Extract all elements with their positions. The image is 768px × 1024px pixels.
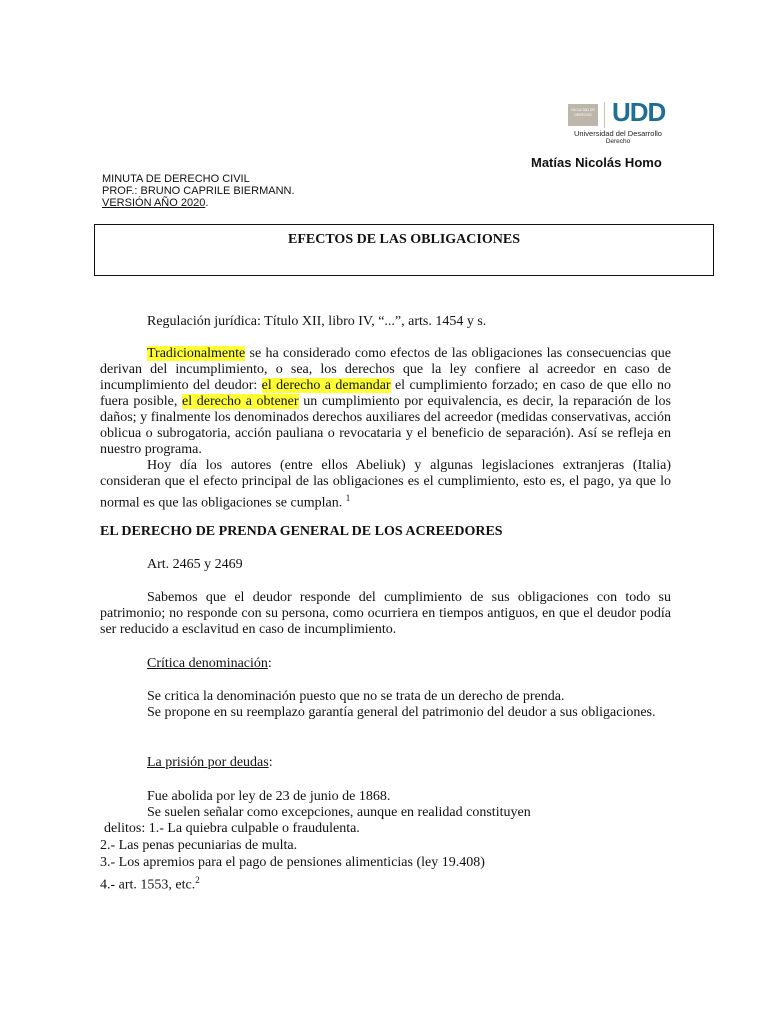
critica-paragraph-2: Se propone en su reemplazo garantía general del patrimonio del deudor a sus obligaciones.: [147, 705, 656, 720]
prision-heading: [147, 755, 273, 771]
version-dot: .: [205, 197, 209, 209]
critica-heading: [147, 656, 272, 672]
version-line: [102, 197, 208, 209]
highlight-traditionally: Tradicionalmente: [147, 346, 246, 361]
version-text: VERSIÓN AÑO 2020: [102, 197, 206, 209]
highlight-right-to-obtain: el derecho a obtener: [182, 394, 299, 409]
list-item: 2.- Las penas pecuniarias de multa.: [100, 838, 298, 853]
list-item-text: 4.- art. 1553, etc.: [100, 877, 196, 893]
udd-logo: [562, 96, 672, 144]
list-item: delitos: 1.- La quiebra culpable o fraudulenta.: [104, 821, 360, 836]
footnote-marker-2: 2: [195, 875, 200, 885]
prision-paragraph-1: Fue abolida por ley de 23 de junio de 1868.: [147, 789, 391, 804]
list-item: 3.- Los apremios para el pago de pensiones alimenticias (ley 19.408): [100, 855, 485, 870]
professor-name: PROF.: BRUNO CAPRILE BIERMANN.: [102, 185, 295, 197]
paragraph-traditional: [100, 346, 671, 458]
para1-text-2: el cumplimiento forzado; en caso de que ello no fuera posible,: [100, 378, 671, 409]
section-heading: EL DERECHO DE PRENDA GENERAL DE LOS ACREEDORES: [100, 524, 503, 539]
para1-text-1: se ha considerado como efectos de las obligaciones las consecuencias que derivan del incumplimiento, o sea, los derechos que la ley confiere al acreedor en caso de incumplimiento del deudor:: [100, 346, 671, 393]
prision-heading-colon: :: [268, 755, 273, 770]
author-name: Matías Nicolás Homo: [531, 155, 662, 170]
paragraph-patrimony: Sabemos que el deudor responde del cumplimiento de sus obligaciones con todo su patrimonio; no responde con su persona, como ocurriera en tiempos antiguos, en que el deudor podía ser reducido a esclavitud en caso de incumplimiento.: [100, 590, 671, 637]
logo-faculty-name: Derecho: [605, 138, 631, 145]
footnote-marker-1: 1: [345, 493, 351, 503]
critica-heading-text: Crítica denominación: [147, 656, 268, 671]
logo-divider: [604, 102, 605, 128]
prision-paragraph-2: Se suelen señalar como excepciones, aunque en realidad constituyen: [147, 805, 531, 820]
paragraph-modern-view: [100, 458, 671, 512]
logo-university-name: Universidad del Desarrollo: [574, 129, 662, 138]
critica-paragraph-1: Se critica la denominación puesto que no se trata de un derecho de prenda.: [147, 689, 565, 704]
faculty-shield-icon: FACULTAD DE DERECHO: [568, 104, 598, 126]
articles-reference: Art. 2465 y 2469: [147, 557, 243, 572]
regulation-line: Regulación jurídica: Título XII, libro IV, “...”, arts. 1454 y s.: [147, 314, 487, 329]
para2-text: Hoy día los autores (entre ellos Abeliuk) y algunas legislaciones extranjeras (Italia) consideran que el efecto principal de las obligaciones es el cumplimiento, esto es, el pago, ya que lo normal es que las obligaciones se cumplan.: [100, 458, 671, 511]
highlight-right-to-demand: el derecho a demandar: [261, 378, 391, 393]
list-item-last: [100, 872, 200, 894]
prision-heading-text: La prisión por deudas: [147, 755, 269, 770]
document-title: EFECTOS DE LAS OBLIGACIONES: [288, 232, 520, 247]
title-box: [94, 224, 714, 276]
logo-wordmark: UDD: [612, 97, 666, 127]
critica-heading-colon: :: [267, 656, 272, 671]
para1-text-3: un cumplimiento por equivalencia, es decir, la reparación de los daños; y finalmente los denominados derechos auxiliares del acreedor (medidas conservativas, acción oblicua o subrogatoria, acción pauliana o revocataria y el beneficio de separación). Así se refleja en nuestro programa.: [100, 394, 671, 457]
course-name: MINUTA DE DERECHO CIVIL: [102, 173, 250, 185]
